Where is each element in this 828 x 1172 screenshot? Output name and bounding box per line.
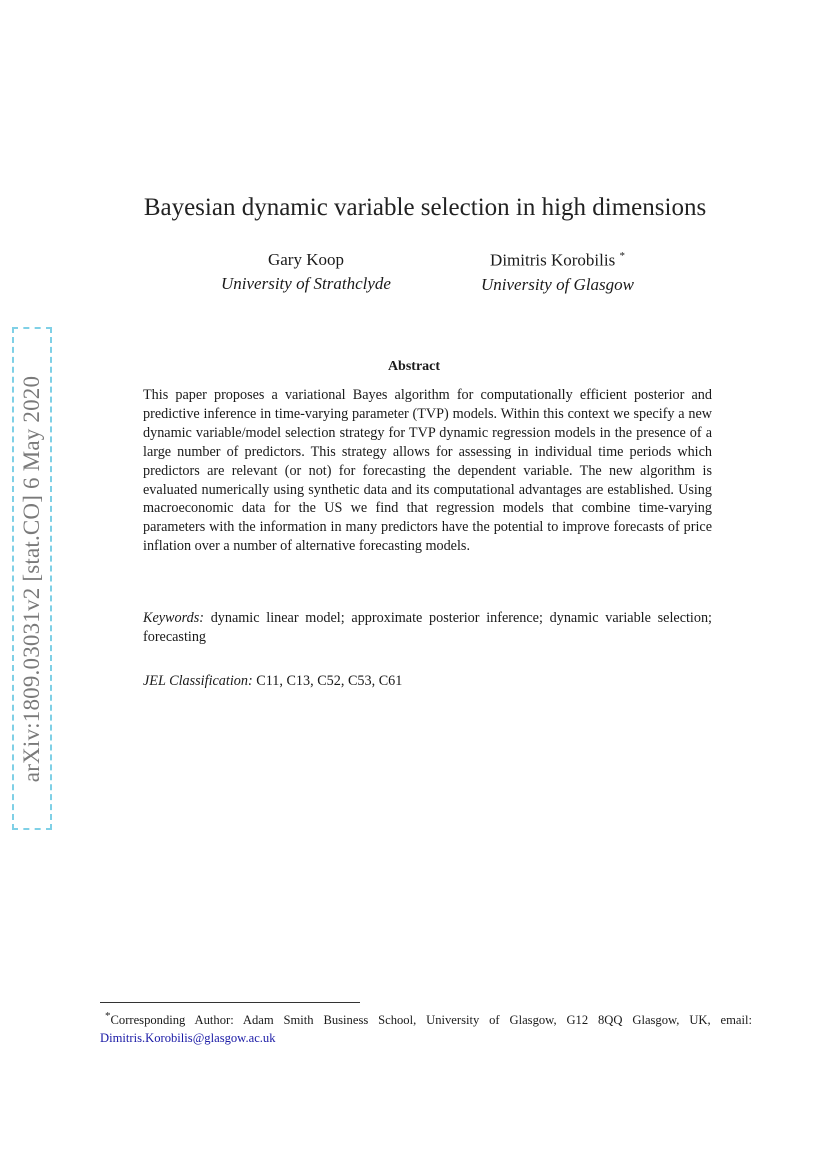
footnote-text: Corresponding Author: Adam Smith Business School, University of Glasgow, G12 8QQ Glasgow, UK, email: (110, 1013, 752, 1028)
abstract-text: This paper proposes a variational Bayes algorithm for computationally efficient posterior and predictive inference in time-varying parameter (TVP) models. Within this context we specify a new dynamic variable/model selection strategy for TVP dynamic regression models in the presence of a large number of predictors. This strategy allows for assessing in individual time periods which predictors are relevant (or not) for forecasting the dependent variable. The new algorithm is evaluated numerically using synthetic data and its computational advantages are established. Using macroeconomic data for the US we find that regression models that combine time-varying parameters with the information in many predictors have the potential to improve forecasts of price inflation over a number of alternative forecasting models. (143, 387, 712, 555)
arxiv-stamp (12, 327, 52, 830)
jel-classification (143, 672, 712, 691)
keywords (143, 609, 712, 647)
author-2 (455, 250, 660, 295)
author-name: Gary Koop (267, 250, 344, 269)
author-affiliation: University of Glasgow (481, 274, 634, 294)
keywords-label: Keywords: (143, 610, 204, 626)
keywords-text: dynamic linear model; approximate posterior inference; dynamic variable selection; forecasting (143, 610, 713, 645)
email-link[interactable]: Dimitris.Korobilis@glasgow.ac.uk (100, 1031, 276, 1046)
author-affiliation: University of Strathclyde (221, 274, 391, 293)
abstract-heading: Abstract (387, 359, 441, 374)
footnote-marker: * (105, 1010, 111, 1022)
footnote-rule (100, 1002, 360, 1003)
arxiv-stamp-text: arXiv:1809.03031v2 [stat.CO] 6 May 2020 (19, 375, 44, 782)
paper-title: Bayesian dynamic variable selection in high dimensions (143, 194, 707, 221)
corresponding-author-marker: * (619, 250, 625, 262)
jel-label: JEL Classification: (143, 673, 253, 689)
author-1 (195, 250, 417, 294)
footnote (100, 1007, 752, 1047)
author-name-line (455, 250, 660, 271)
jel-codes: C11, C13, C52, C53, C61 (256, 673, 403, 689)
author-name: Dimitris Korobilis (490, 250, 616, 270)
